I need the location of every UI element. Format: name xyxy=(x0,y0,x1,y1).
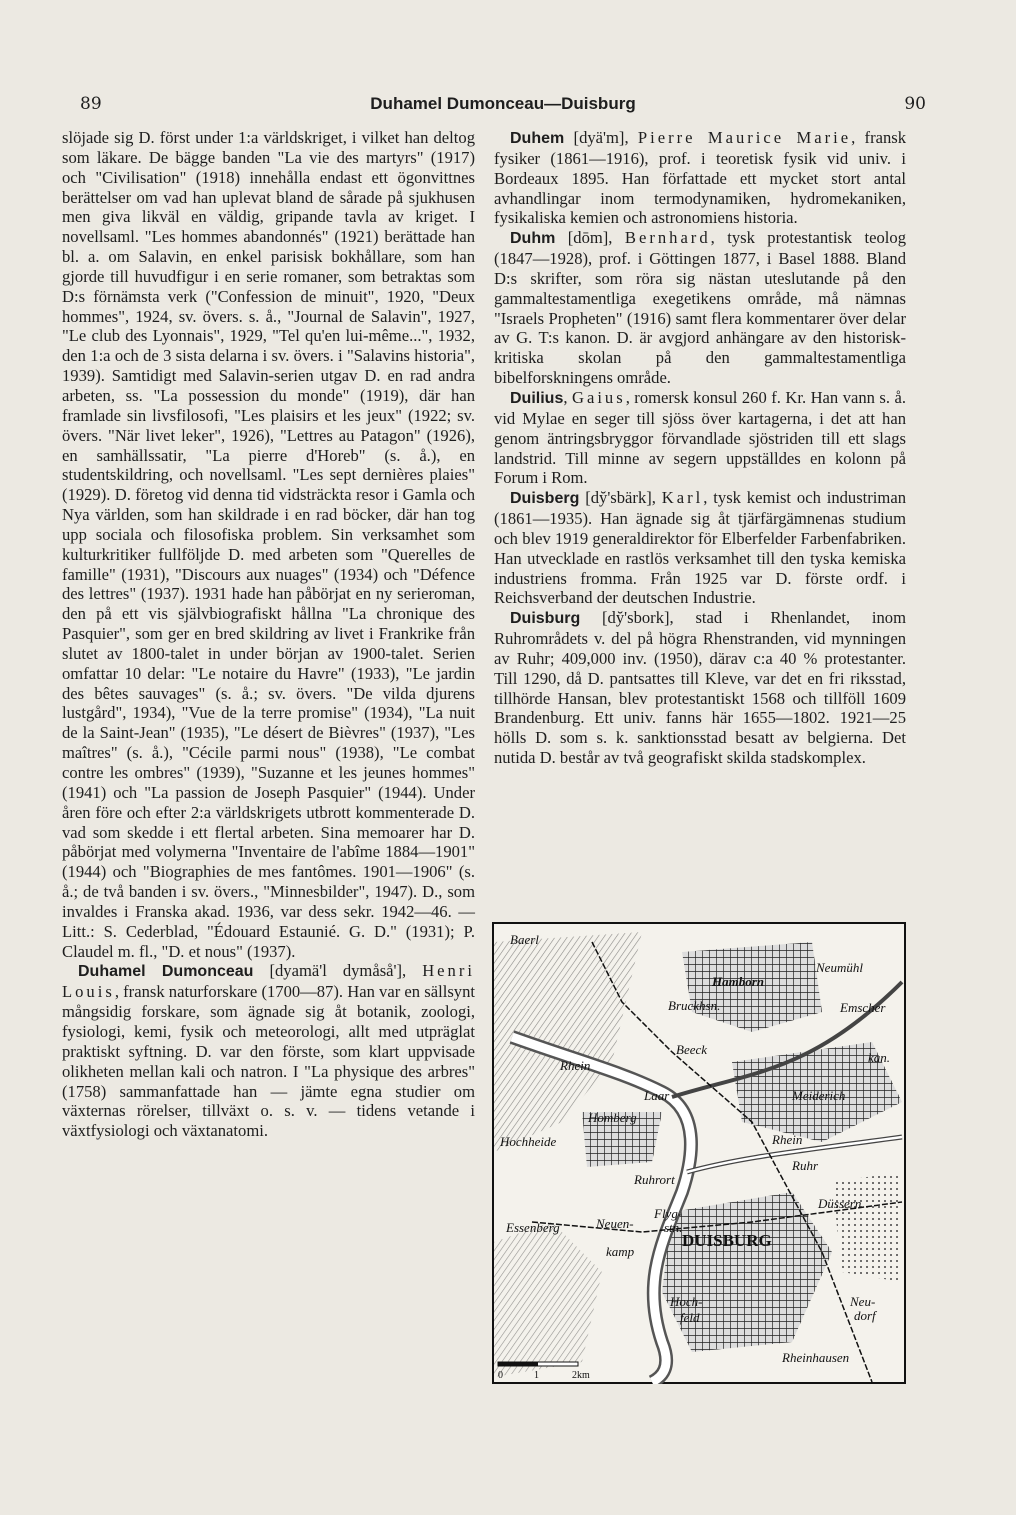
map-scale-bar-segment xyxy=(498,1362,538,1366)
headword: Duilius xyxy=(510,389,564,407)
map-label-feld: feld xyxy=(680,1310,700,1325)
entry-text: stad i Rhenlandet, inom Ruhrområdets v. del på högra Rhenstranden, vid mynningen av Ruhr; 409,000 inv. (1950), därav c:a 40 % protestanter. Till 1290, då D. pantsattes till Kleve, var det en fri riksstad, tillhörde Hansan, blev protestantiskt 1568 och tillföll 1609 Brandenburg. Ett univ. fanns här 1655—1802. 1921—25 hölls D. som s. k. sanktionsstad besatt av belgierna. Det nutida D. består av två geografiskt skilda stadskomplex. xyxy=(494,608,906,768)
running-title: Duhamel Dumonceau—Duisburg xyxy=(370,94,636,113)
left-column xyxy=(62,128,475,1141)
map-label-neudorf-1: Neu- xyxy=(850,1294,876,1309)
person-name: Pierre Maurice Marie xyxy=(637,128,852,147)
page-number-left: 89 xyxy=(80,94,102,114)
duisburg-map xyxy=(492,922,906,1384)
entry-duhem xyxy=(494,128,906,228)
map-label-emscher: Emscher xyxy=(840,1000,886,1015)
pronunciation: [dyä'm], xyxy=(564,128,638,147)
entry-text: , fransk fysiker (1861—1916), prof. i teoretisk fysik vid univ. i Bordeaux 1895. Han författade ett mycket stort antal avhandlingar inom termodynamiken, hydromekaniken, fysikaliska kemien och astronomiens historia. xyxy=(494,128,907,228)
map-label-baerl: Baerl xyxy=(510,932,539,947)
entry-text: , tysk kemist och industriman (1861—1935). Han ägnade sig åt tjärfärgämnenas studium och blev 1919 generaldirektor för Elberfelder Farbenfabriken. Han utvecklade en rastlös verksamhet till den tyska kemiska industriens fromma. Från 1925 var D. förste ordf. i Reichsverband der deutschen Industrie. xyxy=(494,488,906,608)
entry-text: , fransk naturforskare (1700—87). Han var en sällsynt mångsidig forskare, som ägnade sig åt botanik, zoologi, fysiologi, kemi, fysik och meteorologi, allt med utpräglat praktiskt syftning. D. var den förste, som klart uppvisade olikheten mellan kali och natron. I "La physique des arbres" (1758) sammanfattade han — jämte egna studier om växternas rörelser, tillväxt o. s. v. — tidens vetande i växtfysiologi och växtanatomi. xyxy=(62,982,475,1141)
map-label-hamborn: Hamborn xyxy=(712,974,765,989)
map-scale-0: 0 xyxy=(498,1370,503,1381)
headword: Duhm xyxy=(510,230,556,248)
map-label-neuenkamp: Neuen- xyxy=(596,1216,634,1231)
map-label-stn: stn. xyxy=(664,1220,683,1235)
map-label-kanal: kan. xyxy=(868,1050,891,1065)
pronunciation: , xyxy=(563,387,572,407)
page-number-right: 90 xyxy=(904,94,926,114)
map-scale-1: 1 xyxy=(534,1370,539,1381)
headword: Duisburg xyxy=(510,610,581,628)
entry-duhamel-dumonceau xyxy=(62,961,475,1141)
pronunciation: [dyamä'l dymåså'], xyxy=(253,961,423,981)
map-label-homberg: Homberg xyxy=(588,1110,637,1125)
pronunciation: [dy̆'sbork], xyxy=(580,608,696,628)
map-forest xyxy=(832,1172,902,1282)
map-label-duisburg: DUISBURG xyxy=(682,1231,772,1250)
map-label-neudorf-2: dorf xyxy=(854,1308,876,1323)
map-label-bruckhsn: Bruckhsn. xyxy=(668,998,721,1013)
map-label-kamp: kamp xyxy=(606,1244,635,1259)
map-label-laar: Laar xyxy=(644,1088,670,1103)
map-label-essenberg: Essenberg xyxy=(506,1220,560,1235)
headword: Duisberg xyxy=(510,490,580,508)
map-label-meiderich: Meiderich xyxy=(792,1088,846,1103)
entry-duilius xyxy=(494,388,906,488)
map-label-ruhrort: Ruhrort xyxy=(634,1172,675,1187)
headword: Duhem xyxy=(510,130,565,147)
map-label-ruhr: Ruhr xyxy=(792,1158,818,1173)
entry-duisberg xyxy=(494,488,906,608)
headword: Duhamel Dumonceau xyxy=(78,963,254,981)
map-label-neumuehl: Neumühl xyxy=(816,960,863,975)
map-label-hochfeld: Hoch- xyxy=(670,1294,703,1309)
entry-duhm xyxy=(494,228,906,388)
map-label-hochheide: Hochheide xyxy=(500,1134,557,1149)
map-label-rhein-1: Rhein xyxy=(560,1058,591,1073)
person-name: Bernhard xyxy=(624,228,711,248)
pronunciation: [dōm], xyxy=(555,228,625,248)
map-label-rhein-2: Rhein xyxy=(772,1132,803,1147)
person-name: Karl xyxy=(661,488,704,508)
map-label-rheinhausen: Rheinhausen xyxy=(782,1350,850,1365)
continuation-text: slöjade sig D. först under 1:a världskriget, i vilket han deltog som läkare. De bägge banden "La vie des martyrs" (1917) och "Civilisation" (1918) innehålla endast ett ögonvittnes berättelser om vad han uplevat bland de sårade på sjukhusen men giva likväl en väldig, gripande tavla av kriget. I novellsaml. "Les hommes abandonnés" (1921) berättade han bl. a. om Salavin, en enkel parisisk bokhållare, som han gjorde till huvudfigur i en serie romaner, som betraktas som D:s förnämsta verk ("Confession de minuit", 1920, "Deux hommes", 1924, sv. övers. s. å., "Journal de Salavin", 1927, "Le club des Lyonnais", 1929, "Tel qu'en lui-même...", 1932, den 1:a och de 3 sista delarna i sv. övers. i "Salavins historia", 1939). Samtidigt med Salavin-serien utgav D. en rad andra arbeten, ss. "La possession du monde" (1919), där han framlade sin livsfilosofi, "Les plaisirs et les jeux" (1922; sv. övers. "När livet leker", 1926), "Lettres au Patagon" (1926), en samhällssatir, "La pierre d'Horeb" (s. å.), en studentskildring, och novellsaml. "Les sept dernières plaies" (1929). D. företog vid denna tid vidsträckta resor i Gamla och Nya världen, som han skildrade i en rad böcker, där han tog upp sociala och filosofiska problem. Sin verksamhet som kulturkritiker fullföljde D. med arbeten som "Querelles de famille" (1931), "Discours aux nuages" (1934) och "Défence des lettres" (1937). 1931 hade han påbörjat en ny serieroman, den på ett vis självbiografiskt hållna "La chronique des Pasquier", som ger en bred skildring av livet i Frankrike från slutet av 1800-talet in under början av 1900-talet. Serien omfattar 10 delar: "Le notaire du Havre" (1933), "Le jardin des bêtes sauvages" (s. å.; sv. övers. "De vilda djurens lustgård", 1934), "Vue de la terre promise" (1934), "La nuit de la Saint-Jean" (1935), "Le désert de Bièvres" (1937), "Les maîtres" (s. å.), "Cécile parmi nous" (1938), "Le combat contre les ombres" (1939), "Suzanne et les jeunes hommes" (1941) och "La passion de Joseph Pasquier" (1944). Under åren före och efter 2:a världskrigets utbrott kommenterade D. vad som skedde i ett flertal arbeten. Sina memoarer har D. påbörjat med volymerna "Inventaire de l'abîme 1884—1901" (1944) och "Biographies de mes fantômes. 1901—1906" (s. å.; de två banden i sv. övers., "Minnesbilder", 1947). D., som invaldes i Franska akad. 1936, var dess sekr. 1942—46. — Litt.: S. Cederblad, "Édouard Estaunié. G. D." (1931); P. Claudel m. fl., "D. et nous" (1937). xyxy=(62,128,475,961)
page-header xyxy=(80,94,926,122)
map-label-duessern: Düssern xyxy=(818,1196,862,1211)
person-name: Gaius xyxy=(571,387,626,407)
pronunciation: [dy̆'sbärk], xyxy=(579,488,662,508)
map-label-flyg: Flyg- xyxy=(654,1206,683,1221)
map-label-beeck: Beeck xyxy=(676,1042,708,1057)
entry-text: , romersk konsul 260 f. Kr. Han vann s. å. vid Mylae en seger till sjöss över kartagerna, i det att han genom äntringsbryggor förvandlade sjöstriden till ett slags landstrid. Till minne av segern uppställdes en kolonn på Forum i Rom. xyxy=(494,387,906,488)
right-column xyxy=(494,128,906,768)
person-name: Henri Louis xyxy=(62,961,475,1002)
map-scale-2km: 2km xyxy=(572,1370,590,1381)
entry-duisburg xyxy=(494,608,906,768)
entry-text: , tysk protestantisk teolog (1847—1928), prof. i Göttingen 1877, i Basel 1888. Bland D:s skrifter, som röra sig nästan uteslutande på den gammaltestamentliga exegetikens område, må nämnas "Israels Propheten" (1916) samt flera kommentarer över delar av G. T:s kanon. D. är avgjord anhängare av den historisk-kritiska skolan på den gammaltestamentliga bibelforskningens område. xyxy=(494,228,906,388)
